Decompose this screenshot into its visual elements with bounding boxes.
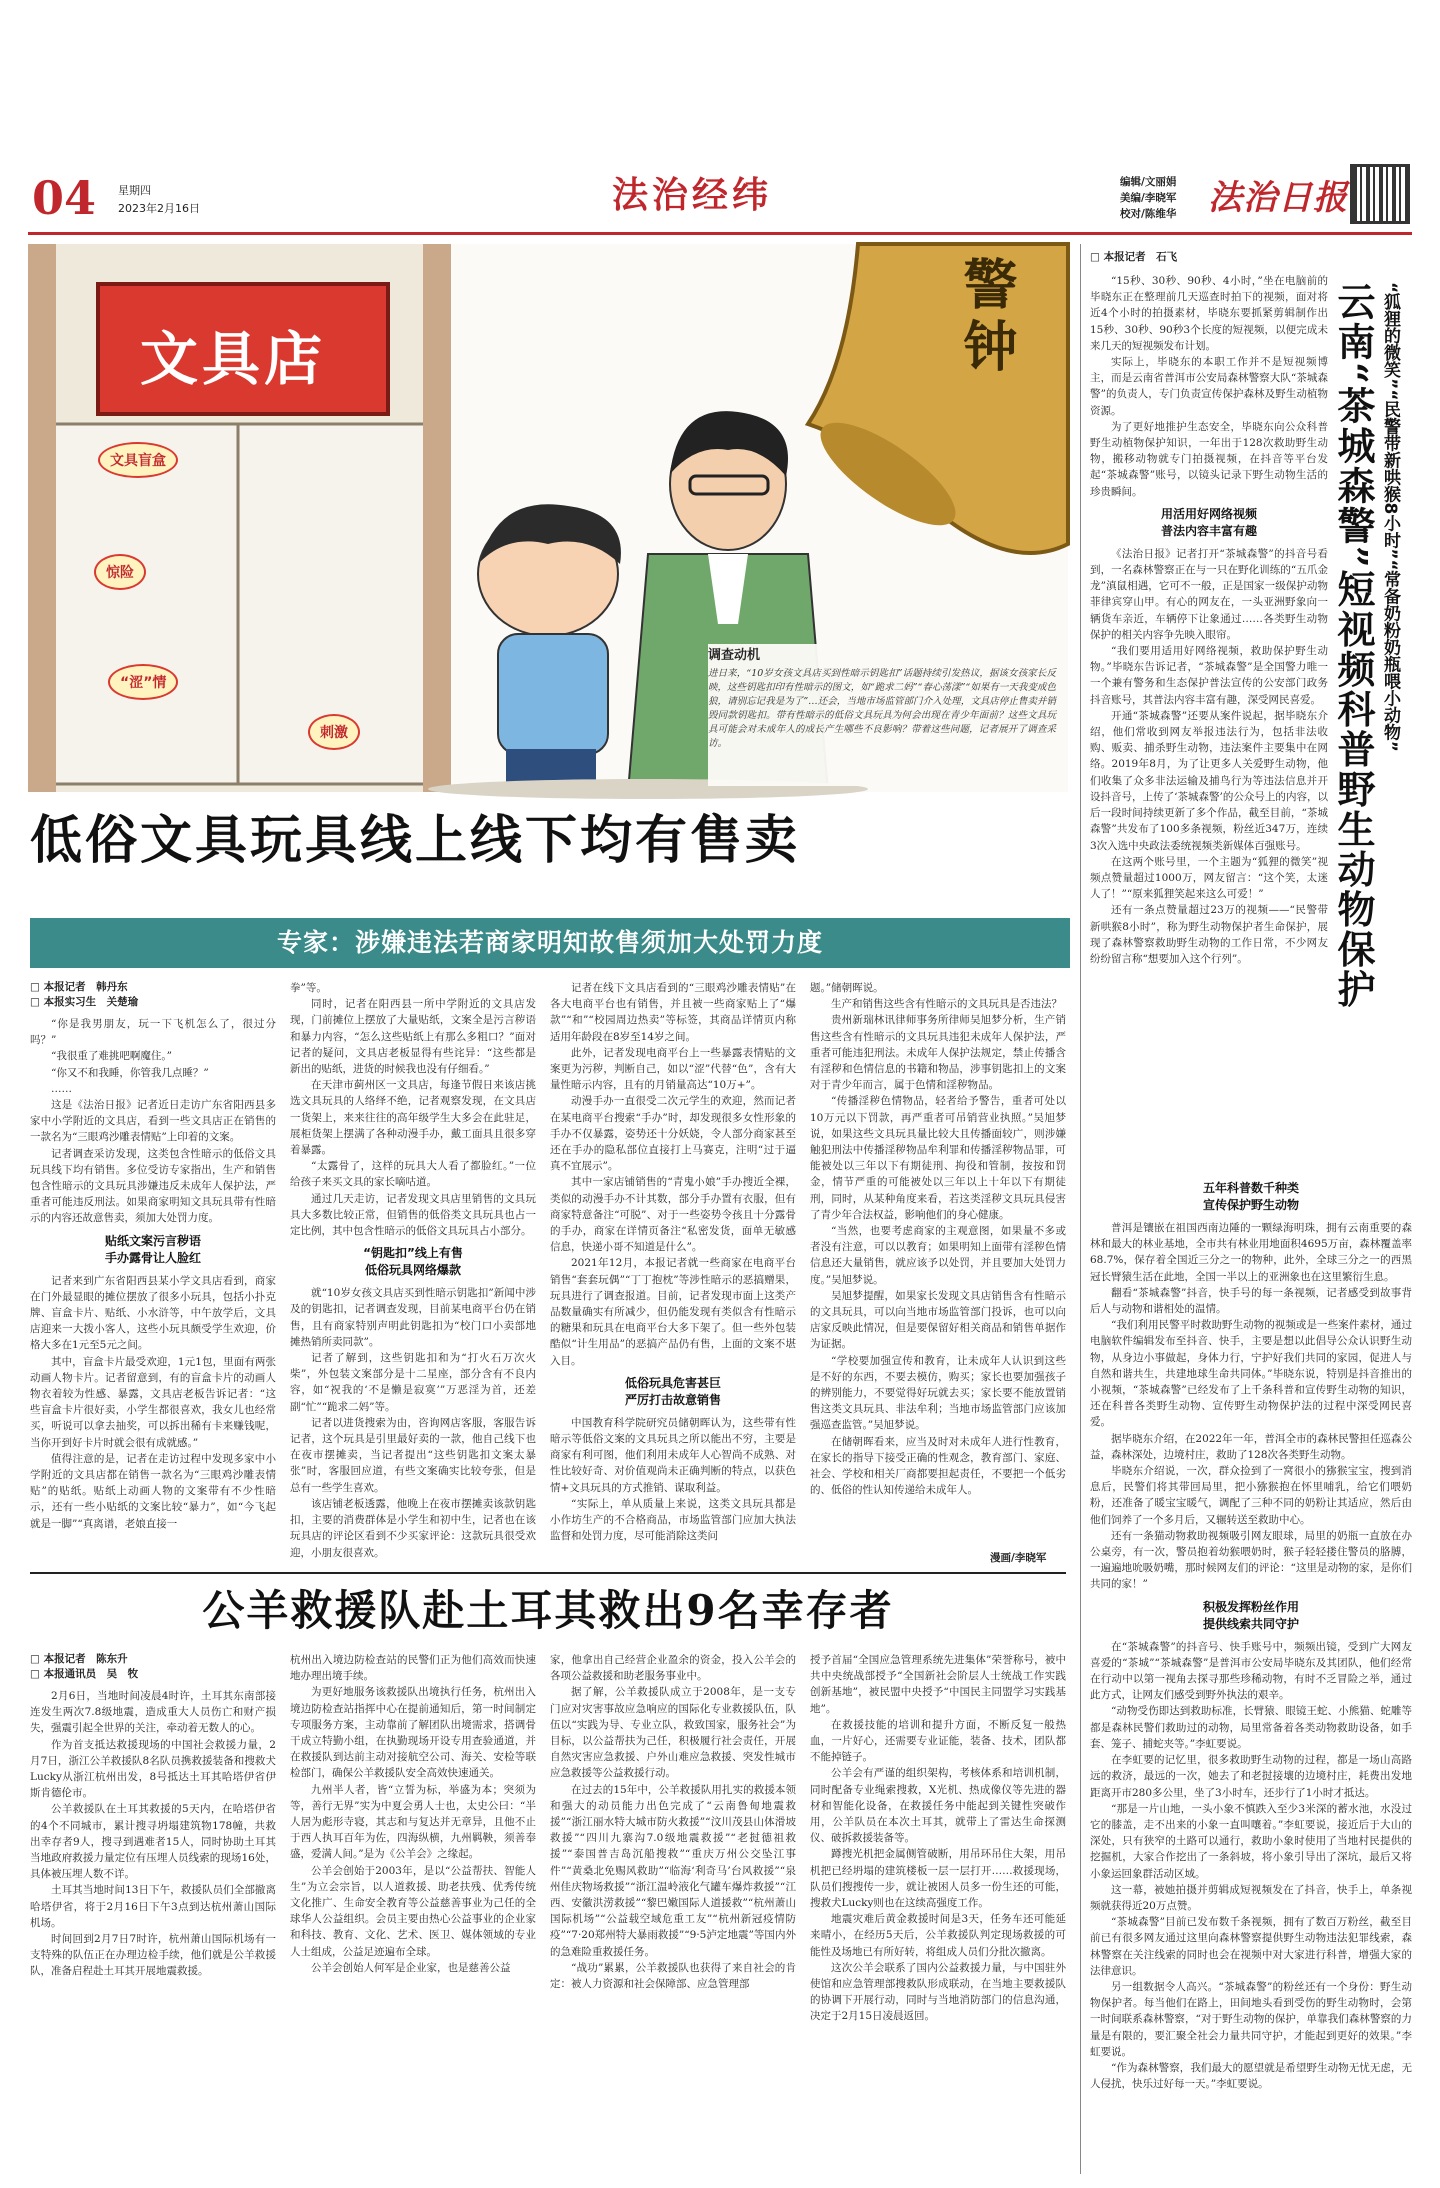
para: 这一幕，被她拍摄并剪辑成短视频发在了抖音，快手上，单条视频就获得近20万点赞。	[1090, 1883, 1412, 1912]
a2-byline-line: □ 本报通讯员 吴 牧	[30, 1668, 139, 1680]
para: 蹲搜光机把金属侧管破断，用吊环吊住大架，用吊机把已经坍塌的建筑楼板一层一层打开……救援现场，队员们搜搜传一步，就让被困人员多一份生还的可能，搜救犬Lucky则也在这续高强度工作。	[810, 1848, 1066, 1910]
para: 实际上，毕晓东的本职工作并不是短视频博主，而是云南省普洱市公安局森林警察大队“茶城森警”的负责人，专门负责宣传保护森林及野生动植物资源。	[1090, 356, 1328, 417]
para: 在李虹要的记忆里，很多救助野生动物的过程，都是一场山高路远的救济，最远的一次，她去了和老挝接壤的边境村庄，耗费出发地距离开市280多公里，坐了3小时车，还步行了1小时才抵达。	[1090, 1754, 1412, 1799]
para: 毕晓东介绍说，一次，群众捡到了一窝很小的猕猴宝宝，搜到消息后，民警们将其带回局里，把小猕猴抱在怀里哺乳，给它们喂奶粉，还准备了暖宝宝暖气，调配了三种不同的奶粉让其适应，然后由他们饲养了一个多月后，又辗转送至救助中心。	[1090, 1465, 1412, 1526]
para: 拳”等。	[290, 982, 327, 994]
para: 2021年12月，本报记者就一些商家在电商平台销售“套套玩偶”“丁丁抱枕”等涉性暗示的恶搞赠果，玩具进行了调查报道。目前，记者发现市面上这类产品数量确实有所减少，但仍能发现有类似含有性暗示的糖果和玩具在电商平台大多下架了。但一些外包装酷似“计生用品”的恶搞产品仍有售，上面的文案不堪入目。	[550, 1257, 796, 1367]
a2-text	[290, 1652, 536, 1976]
para: “当然，也要考虑商家的主观意图，如果量不多或者没有注意，可以以教育；如果明知上面带有淫秽色情信息还大量销售，就应该予以处罚，并且要加大处罚力度。”吴旭梦说。	[810, 1225, 1066, 1286]
a3-text	[1090, 546, 1328, 967]
para: 在储朝晖看来，应当及时对未成年人进行性教育，在家长的指导下接受正确的性观念，教育部门、家庭、社会、学校和相关厂商都要担起责任，不要把一个低劣的、低俗的性认知传递给未成年人。	[810, 1435, 1066, 1497]
para: 九州半人者，皆“立誓为标，举盛为本；突须为等，善行无界”实为中夏会勇人士也，太史公曰：“半人居为彪形寺寝，其志和与复达并无章异，且他不止于西人执耳百年为佐，四海纵横，九州羁鞅，须善奉盛，爱满人间。”是为《公羊会》之缘起。	[290, 1783, 536, 1861]
column-divider	[1080, 244, 1081, 2174]
boy-body	[498, 634, 608, 754]
para: 为更好地服务该救援队出境执行任务，杭州出入境边防检查站指挥中心在提前通知后，第一时间制定专项服务方案，主动靠前了解团队出境需求，搭调骨干成立特勤小组，在执勤现场开设专用查验通道，并在救援队到达前主动对接航空公司、海关、安检等联检部门，确保公羊救援队安全高效快速通关。	[290, 1686, 536, 1780]
para: 据毕晓东介绍，在2022年一年，普洱全市的森林民警担任巡森公益，森林深处，边境村庄，救助了128次各类野生动物。	[1090, 1432, 1412, 1461]
a1-column-4	[810, 980, 1066, 1550]
cartoon-illustration	[28, 244, 1068, 792]
shop-sign-text: 文具店	[140, 325, 327, 393]
section-divider	[30, 1572, 1066, 1574]
para: 为了更好地推护生态安全，毕晓东向公众科普野生动植物保护知识，一年出于128次救助野生动物，搬移动物就专门拍摄视频，在抖音等平台发起“茶城森警”账号，以镜头记录下野生动物生活的珍贵瞬间。	[1090, 420, 1328, 498]
para: 记者以进货搜索为由，咨询网店客服，客服告诉记者，这个玩具是引里最好卖的一款，他自己线下也在夜市摆摊卖，当记者提出“这些钥匙扣文案太暴张”时，客服回应道，有些文案确实比较夸张，但是总有一些学生喜欢。	[290, 1416, 536, 1494]
a3-text	[1090, 273, 1328, 500]
a1-byline-line: □ 本报记者 韩丹东	[30, 981, 128, 993]
a1-text	[30, 1273, 276, 1532]
para: 就“10岁女孩文具店买到性暗示钥匙扣”新闻中涉及的钥匙扣，记者调查发现，目前某电商平台仍在销售，且有商家特别声明此钥匙扣为“校门口小卖部地摊热销所卖同款”。	[290, 1287, 536, 1348]
para: 在这两个账号里，一个主题为“狐狸的微笑”视频点赞量超过1000万，网友留言：“这个笑，太迷人了！”“原来狐狸笑起来这么可爱！”	[1090, 855, 1328, 901]
badge-mystery-box: 文具盲盒	[98, 442, 178, 478]
para: 普洱是镶嵌在祖国西南边陲的一颗绿海明珠，拥有云南重要的森林和最大的林业基地，全市共有林业用地面积4695万亩，森林覆盖率68.7%，保存着全国近三分之一的物种，此外，全球三分之一的西黑冠长臂猿生活在此地，全国一半以上的亚洲象也在这里繁衍生息。	[1090, 1222, 1412, 1283]
bell-text: 警钟	[955, 256, 1018, 380]
para: 地震灾难后黄金救援时间是3天，任务车还可能延来晴小，在经历5天后，公羊救援队判定现场救援的可能性及场地已有所好转，将组成人员们分批次撤离。	[810, 1913, 1066, 1958]
para: 开通“茶城森警”还要从案件说起，据毕晓东介绍，他们常收到网友举报违法行为，包括非法收购、贩卖、捕杀野生动物，违法案件主要集中在网络。2019年8月，为了让更多人关爱野生动物，他们收集了众多非法运输及捕鸟行为等违法信息并开设抖音号，上传了‘茶城森警’的公众号上的内容，以后一段时间持续更新了多个作品，截至目前，“茶城森警”共发布了100多条视频，粉丝近347万，连续3次入选中央政法委统视频类新媒体百强账号。	[1090, 709, 1328, 852]
para: 《法治日报》记者打开“茶城森警”的抖音号看到，一名森林警察正在与一只在野化训练的“五爪金龙”滇鼠相遇，它可不一般，正是国家一级保护动物菲律宾穿山甲。有心的网友在，一头亚洲野象向一辆货车亲近，车辆停下让象通过……各类野生动物保护的相关内容争先映入眼帘。	[1090, 547, 1328, 641]
para: 值得注意的是，记者在走访过程中发现多家中小学附近的文具店都在销售一款名为“三眼鸡沙雕表情贴”的贴纸。贴纸上动画人物的文案带有不少性暗示，还有一些小贴纸的文案比较“暴力”，如“今飞起就是一脚”“真离谱，老娘直接一	[30, 1452, 276, 1530]
para: 动漫手办一直很受二次元学生的欢迎，然而记者在某电商平台搜索“手办”时，却发现很多女性形象的手办不仅暴露，姿势还十分妖娆，令人部分商家甚至还在手办的隐私部位直接打上马赛克，注明“过于逼真不宜展示”。	[550, 1095, 796, 1173]
para: 通过几天走访，记者发现文具店里销售的文具玩具大多数比较正常，但销售的低俗类文具玩具也占一定比例，其中包含性暗示的低俗文具玩具占小部分。	[290, 1192, 536, 1238]
para: 在过去的15年中，公羊救援队用扎实的救援本领和强大的动员能力出色完成了“云南鲁甸地震救援”“浙江丽水特大城市防火救援”“汶川茂县山体滑坡救援”“四川九寨沟7.0级地震救援”“老挝德祖救援”“泰国普吉岛沉船搜救”“重庆万州公交坠江事件”“黄桑北免赐风救助”“临海‘利奇马’台风救援”“泉州佳庆物场救援”“浙江温岭液化气罐车爆炸救援”“江西、安徽洪涝救援”“黎巴嫩国际人道援救”“杭州萧山国际机场”“公益载空域危重工友”“杭州新冠疫情防疫”“7·20郑州特大暴雨救援”“9·5泸定地震”等国内外的急难险重救援任务。	[550, 1783, 796, 1958]
subheadline-bar	[30, 918, 1070, 968]
para: “太露骨了，这样的玩具大人看了都脸红。”一位给孩子来买文具的家长嘀咕道。	[290, 1160, 536, 1189]
para: 贵州新瑞林讯律师事务所律师吴旭梦分析，生产销售这些含有性暗示的文具玩具违犯未成年人保护法，严重者可能违犯刑法。未成年人保护法规定，禁止传播含有淫秽和色情信息的书籍和物品，涉事钥匙扣上的文案对于青少年而言，属于色情和淫秽物品。	[810, 1014, 1066, 1092]
para: 翻看“茶城森警”抖音，快手号的每一条视频，记者感受到故事背后人与动物和谐相处的温情。	[1090, 1286, 1412, 1316]
para: 作为首支抵达救援现场的中国社会救援力量，2月7日，浙江公羊救援队8名队员携救援装备和搜救犬Lucky从浙江杭州出发，8号抵达土耳其哈塔伊省伊斯肯德伦市。	[30, 1738, 276, 1800]
headline-2: 公羊救援队赴土耳其救出9名幸存者	[202, 1586, 894, 1635]
para: “我很重了难挑吧啊魔住。”	[51, 1050, 172, 1063]
page-number: 04	[32, 171, 97, 225]
para: 记者在线下文具店看到的“三眼鸡沙雕表情贴”在各大电商平台也有销售，并且被一些商家贴上了“爆款”“和”“校园周边热卖”等标签，其商品详情页内称适用年龄段在8岁至14岁之间。	[550, 982, 796, 1043]
para: 记者了解到，这些钥匙扣和为“打火石万次火柴”，外包装文案部分是十二星座，部分含有不良内容，如“祝我的‘不是懒是寂寞’”万恶淫为首，还差副“忙”“跪求二妈”等。	[290, 1352, 536, 1413]
para: 在“茶城森警”的抖音号、快手账号中，频频出镜，受到广大网友喜爱的“茶城”“茶城森警”是普洱市公安局毕晓东及其团队，他们经常在行动中以第一视角去探寻那些珍稀动物，有时不乏冒险之举，通过此方式，让网友们感受到野外执法的艰辛。	[1090, 1640, 1412, 1702]
a1-text	[810, 980, 1066, 1499]
para: 题。”储朝晖说。	[810, 982, 884, 994]
a1-text	[550, 980, 796, 1369]
badge-thrill: 惊险	[94, 554, 146, 590]
cartoon-credit: 漫画/李晓军	[990, 1552, 1047, 1564]
a1-text	[30, 1016, 276, 1227]
a1-text	[290, 1285, 536, 1560]
para: “我们要用适用好网络视频，救助保护野生动物。”毕晓东告诉记者，“茶城森警”是全国警力唯一一个兼有警务和生态保护普法宣传的公安部门政务抖音账号，其普法内容丰富有趣，深受网民喜爱。	[1090, 645, 1328, 706]
a2-column-3	[550, 1652, 796, 2172]
para: 据了解，公羊救援队成立于2008年，是一支专门应对灾害事故应急响应的国际化专业救援队伍，队伍以“实践为导、专业立队，救致国家，服务社会”为目标，以公益帮扶为己任，积极履行社会责任，开展自然灾害应急救援、户外山难应急救援、突发性城市应急救援等公益救援行动。	[550, 1686, 796, 1780]
weekday: 星期四	[118, 184, 151, 197]
editor-line: 编辑/文丽娟	[1120, 176, 1177, 188]
a2-column-4	[810, 1652, 1066, 2172]
a1-column-1	[30, 980, 276, 1560]
a2-column-1	[30, 1652, 276, 2172]
a3-subhead-2: 五年科普数千种类 宣传保护野生动物	[1202, 1181, 1299, 1212]
a3-subhead-1: 用活用好网络视频 普法内容丰富有趣	[1160, 506, 1257, 538]
para: 这是《法治日报》记者近日走访广东省阳西县多家中小学附近的文具店，看到一些文具店正在销售的一款名为“三眼鸡沙雕表情贴”上印着的文案。	[30, 1099, 276, 1144]
para: 公羊会创始人何军是企业家，也是慈善公益	[311, 1961, 511, 1974]
a2-column-2	[290, 1652, 536, 2172]
a1-subhead-1: 贴纸文案污言秽语 手办露骨让人脸红	[104, 1233, 201, 1265]
para: 家，他拿出自己经营企业盈余的资金，投入公羊会的各项公益救援和助老服务事业中。	[550, 1654, 796, 1683]
a3-kicker: “狐狸的微笑”“民警带新哄猴8小时”“常备奶粉奶瓶喂小动物”	[1380, 282, 1400, 752]
para: 土耳其当地时间13日下午，救援队员们全部撤离哈塔伊省，将于2月16日下午3点到达杭州萧山国际机场。	[30, 1884, 276, 1929]
a2-text	[30, 1688, 276, 1980]
investigation-label: 调查动机	[708, 648, 761, 663]
a3-text	[1090, 1639, 1412, 2093]
para: “作为森林警察，我们最大的愿望就是希望野生动物无忧无虑，无人侵扰，快乐过好每一天。”李虹要说。	[1090, 2061, 1412, 2091]
a3-subhead-3: 积极发挥粉丝作用 提供线索共同守护	[1202, 1599, 1299, 1631]
a3-col-bottom	[1090, 1180, 1412, 2170]
para: “你是我男朋友，玩一下飞机怎么了，很过分吗？”	[30, 1018, 276, 1047]
para: 这次公羊会联系了国内公益救援力量，与中国驻外使馆和应急管理部搜救队形成联动，在当地主要救援队的协调下开展行动，同时与当地消防部门的信息沟通，决定于2月15日凌晨返回。	[810, 1961, 1066, 2023]
para: 在天津市蓟州区一文具店，每逢节假日来该店挑选文具玩具的人络绎不绝，记者观察发现，在文具店一货架上，来来往往的高年级学生大多会在此驻足，展柜货架上摆满了各种动漫手办，戴工面具且很多穿着暴露。	[290, 1079, 536, 1157]
para: 公羊会创始于2003年，是以“公益帮扶、智能人生”为立会宗旨，以人道救援、助老扶残、优秀传统文化推广、生命安全教育等公益慈善事业为己任的全球华人公益组织。会员主要由热心公益事业的企业家和科技、教育、文化、艺术、医卫、媒体领域的专业人士组成，公益足迹遍布全球。	[290, 1864, 536, 1958]
shop-pillar-right	[423, 244, 451, 792]
a2-text	[810, 1652, 1066, 2025]
para: 还有一条点赞量超过23万的视频——“民警带新哄猴8小时”，称为野生动物保护者生命保护，展现了森林警察救助野生动物的工作日常，不少网友纷纷留言称“想要加入这个行列”。	[1090, 904, 1328, 965]
investigation-box	[708, 644, 1056, 786]
para: 杭州出入境边防检查站的民警们正为他们高效而快速地办理出境手续。	[290, 1654, 536, 1683]
headline-1: 低俗文具玩具线上线下均有售卖	[30, 811, 801, 871]
para: ……	[51, 1082, 72, 1095]
a2-byline-line: □ 本报记者 陈东升	[30, 1653, 128, 1665]
editor-line: 校对/陈维华	[1120, 208, 1177, 220]
para: 公羊会有严谨的组织架构，考核体系和培训机制，同时配备专业绳索搜救，X光机、热成像仪等先进的器材和智能化设备，在救援任务中能起到关键性突破作用，公羊队员在本次土耳其，就带上了雷达生命探测仪、破拆救援装备等。	[810, 1767, 1066, 1845]
para: 授予首届“全国应急管理系统先进集体”荣誉称号，被中共中央统战部授予“全国新社会阶层人士统战工作实践创新基地”，被民盟中央授予“中国民主同盟学习实践基地”。	[810, 1654, 1066, 1715]
investigation-text: 进日来，“10岁女孩文具店买到性暗示钥匙扣”话题持续引发热议，据该女孩家长反映，这些钥匙扣印有性暗示的图文，如“跪求二妈”“春心荡漾”“如果有一天我变成色狼，请别忘记我是为了”…还会，当地市场监管部门介入处理，文具店停止售卖并销毁同款钥匙扣。带有性暗示的低俗文具玩具为何会出现在青少年面前？这些文具玩具可能会对未成年人的成长产生哪些不良影响？带着这些问题，记者展开了调查采访。	[708, 668, 1056, 749]
masthead-logo: 法治日报	[1208, 178, 1348, 218]
para: “学校要加强宣传和教育，让未成年人认识到这些是不好的东西，不要去模仿，购买；家长也要加强孩子的辨别能力，不要觉得好玩就去买；家长要不能放置销售这类文具玩具、非法牟利；当地市场监管部门应该加强巡查监管。”吴旭梦说。	[810, 1354, 1066, 1432]
a2-byline	[30, 1652, 276, 1682]
shop-pillar-left	[28, 244, 56, 792]
para: 中国教育科学院研究员储朝晖认为，这些带有性暗示等低俗文案的文具玩具之所以能出不穷，主要是商家有利可图，他们利用未成年人心智尚不成熟、对性比较好奇、对价值观尚未正确判断的特点，以获色情+文具玩具的方式推销、谋取利益。	[550, 1416, 796, 1494]
a1-byline-line: □ 本报实习生 关楚瑜	[30, 996, 139, 1008]
a1-subhead-2: “钥匙扣”线上有售 低俗玩具网络爆款	[363, 1246, 463, 1278]
para: “我们利用民警平时救助野生动物的视频或是一些案件素材，通过电脑软件编辑发布至抖音、快手，主要是想以此倡导公众认识野生动物，从身边小事做起，身体力行，宁护好我们共同的家园，促进人与自然和谐共生，共建地球生命共同体。”毕晓东说，特别是抖音推出的小视频，“茶城森警”已经发布了上千条科普和宣传野生动物的知识，还在科普各类野生动物、宣传野生动物保护法的过程中深受网民喜爱。	[1090, 1319, 1412, 1429]
qr-code-icon	[1350, 164, 1410, 224]
a1-text	[550, 1415, 796, 1545]
subheadline-1: 专家：涉嫌违法若商家明知故售须加大处罚力度	[276, 928, 823, 957]
para: “传播淫秽色情物品，轻者给予警告，重者可处以10万元以下罚款，再严重者可吊销营业执照。”吴旭梦说，如果这些文具玩具量比较大且传播面较广，则涉嫌触犯刑法中传播淫秽物品牟利罪和传播淫秽物品罪，可能被处以三年以下有期徒刑、拘役和管制，按按和罚金，情节严重的可能被处以三年以上十年以下有期徒刑，同时，从某种角度来看，若这类淫秽文具玩具侵害了青少年合法权益，影响他们的身心健康。	[810, 1095, 1066, 1221]
para: 还有一条猫动物救助视频吸引网友眼球，局里的奶瓶一直放在办公桌旁，有一次，警员抱着幼猴喂奶时，猴子轻轻搂住警员的胳膊，一遍遍地吮吸奶嘴，那时候网友们的评论：“这里是动物的家，是你们共同的家！”	[1090, 1529, 1412, 1591]
a3-byline: □ 本报记者 石飞	[1090, 251, 1178, 263]
para: 生产和销售这些含有性暗示的文具玩具是否违法？	[831, 998, 1062, 1011]
editor-credits	[1120, 174, 1176, 222]
para: 同时，记者在阳西县一所中学附近的文具店发现，门前摊位上摆放了大量贴纸，文案全是污言秽语和暴力内容，“怎么这些贴纸上有那么多粗口？”面对记者的疑问，文具店老板显得有些诧异：“这些都是新出的贴纸，进货的时候我也没有仔细看。”	[290, 998, 536, 1076]
para: “你又不和我睡，你管我几点睡？”	[51, 1066, 209, 1079]
para: “实际上，单从质量上来说，这类文具玩具都是小作坊生产的不合格商品，市场监管部门应加大执法监督和处罚力度，尽可能消除这类问	[550, 1497, 796, 1543]
para: 公羊救援队在土耳其救援的5天内，在哈塔伊省的4个不同城市，累计搜寻坍塌建筑物178幢，共救出幸存者9人，搜寻到遇难者15人，同时协助土耳其当地政府救援力量定位有压埋人员线索的现场16处，具体被压埋人数不详。	[30, 1803, 276, 1881]
para: 时间回到2月7日7时许，杭州萧山国际机场有一支特殊的队伍正在办理边检手续，他们就是公羊救援队，准备启程赴土耳其开展地震救援。	[30, 1933, 276, 1978]
para: 记者调查采访发现，这类包含性暗示的低俗文具玩具线下均有销售。多位受访专家指出，生产和销售包含性暗示的文具玩具涉嫌违反未成年人保护法，严重者可能违反刑法。如果商家明知文具玩具带有性暗示的内容还故意售卖，须加大处罚力度。	[30, 1147, 276, 1225]
a1-text	[290, 980, 536, 1239]
a3-col-left	[1090, 251, 1328, 1180]
editor-line: 美编/李晓军	[1120, 192, 1177, 204]
para: 记者来到广东省阳西县某小学文具店看到，商家在门外最显眼的摊位摆放了很多小玩具，包括小扑克牌、盲盒卡片、贴纸、小水浒等，中午放学后，文具店迎来一大拨小客人，这些小玩具颇受学生欢迎，价格大多在1元至5元之间。	[30, 1274, 276, 1352]
para: “茶城森警”目前已发布数千条视频，拥有了数百万粉丝，截至目前已有很多网友通过这里向森林警察提供野生动物违法犯罪线索，森林警察在关注线索的同时也会在视频中对大家进行科普，增强大家的法律意识。	[1090, 1916, 1412, 1977]
page-header	[28, 168, 1412, 230]
para: “15秒、30秒、90秒、4小时，”坐在电脑前的毕晓东正在整理前几天巡查时拍下的视频，面对将近4个小时的拍摄素材，毕晓东要抓紧剪辑制作出15秒、30秒、90秒3个长度的短视频，以便完成未来几天的短视频发布计划。	[1090, 275, 1328, 352]
para: “战功”累累，公羊救援队也获得了来自社会的肯定：被人力资源和社会保障部、应急管理部	[550, 1961, 796, 1991]
para: 此外，记者发现电商平台上一些暴露表情贴的文案更为污秽，判断自己，如以“涩”代替“色”，含有大量性暗示内容，且有的月销量高达“10万+”。	[550, 1046, 796, 1092]
para: 吴旭梦提醒，如果家长发现文具店销售含有性暗示的文具玩具，可以向当地市场监管部门投诉，也可以向店家反映此情况，但是要保留好相关商品和销售单据作为证据。	[810, 1289, 1066, 1351]
header-rule	[28, 232, 1412, 235]
para: 另一组数据令人高兴。“茶城森警”的粉丝还有一个身份：野生动物保护者。每当他们在路上，田间地头看到受伤的野生动物时，会第一时间联系森林警察，“对于野生动物的保护，单靠我们森林警察的力量是有限的，要汇聚全社会力量共同守护，才能起到更好的效果。”李虹要说。	[1090, 1980, 1412, 2058]
a1-column-3	[550, 980, 796, 1560]
para: “那是一片山地，一头小象不慎跌入至少3米深的蓄水池，水没过它的膝盖，走不出来的小象一直叫嚷着。”李虹要说，接近后于大山的深处，只有狭窄的土路可以通行，救助小象时使用了当地村民提供的挖掘机，大家合作挖出了一条斜坡，将小象引导出了深坑，最后又将小象运回象群活动区域。	[1090, 1802, 1412, 1880]
badge-excitement: 刺激	[308, 714, 360, 750]
badge-erotic: “涩”情	[108, 664, 178, 700]
a1-byline	[30, 980, 276, 1010]
para: 该店铺老板透露，他晚上在夜市摆摊卖该款钥匙扣，主要的消费群体是小学生和初中生，记者也在该玩具店的评论区看到不少买家评论：这款玩具很受欢迎，小朋友很喜欢。	[290, 1497, 536, 1559]
para: 其中一家店铺销售的“青鬼小娘”手办搜近全裸，类似的动漫手办不计其数，部分手办置有衣服，但有商家特意备注“可脱”、对于一些姿势令孩且十分露骨的手办，商家在详情页备注“私密发货，面单无敏感信息，快递小哥不知道是什么”。	[550, 1176, 796, 1254]
para: 2月6日，当地时间凌晨4时许，土耳其东南部接连发生两次7.8级地震，造成重大人员伤亡和财产损失，强震引起全世界的关注，牵动着无数人的心。	[30, 1690, 276, 1735]
a3-text	[1090, 1220, 1412, 1593]
a3-headline: 云南“茶城森警”短视频科普野生动物保护	[1331, 282, 1376, 1010]
section-title: 法治经纬	[612, 175, 773, 216]
para: 其中，盲盒卡片最受欢迎，1元1包，里面有两张动画人物卡片。记者留意到，有的盲盒卡片的动画人物衣着较为性感、暴露，文具店老板告诉记者：“这些盲盒卡片很好卖，小学生都很喜欢，我女儿也经常买，听说可以拿去抽奖，可以拆出稀有卡来赚钱呢，当你开到好卡片时就会很有成就感。”	[30, 1355, 276, 1449]
a1-column-2	[290, 980, 536, 1560]
issue-date: 2023年2月16日	[118, 202, 200, 215]
para: 在救援技能的培训和提升方面，不断反复一般热血，一片好心，还需要专业证能，装备、技术，团队都不能掉链子。	[810, 1718, 1066, 1764]
a1-subhead-3: 低俗玩具危害甚巨 严厉打击故意销售	[624, 1375, 721, 1407]
a2-text	[550, 1652, 796, 1992]
para: “动物受伤即达到救助标准，长臂猿、眼镜王蛇、小熊猫、蛇雕等都是森林民警们救助过的动物，局里常备着各类动物救助设备，如手套、笼子、捕蛇夹等。”李虹要说。	[1090, 1705, 1412, 1750]
